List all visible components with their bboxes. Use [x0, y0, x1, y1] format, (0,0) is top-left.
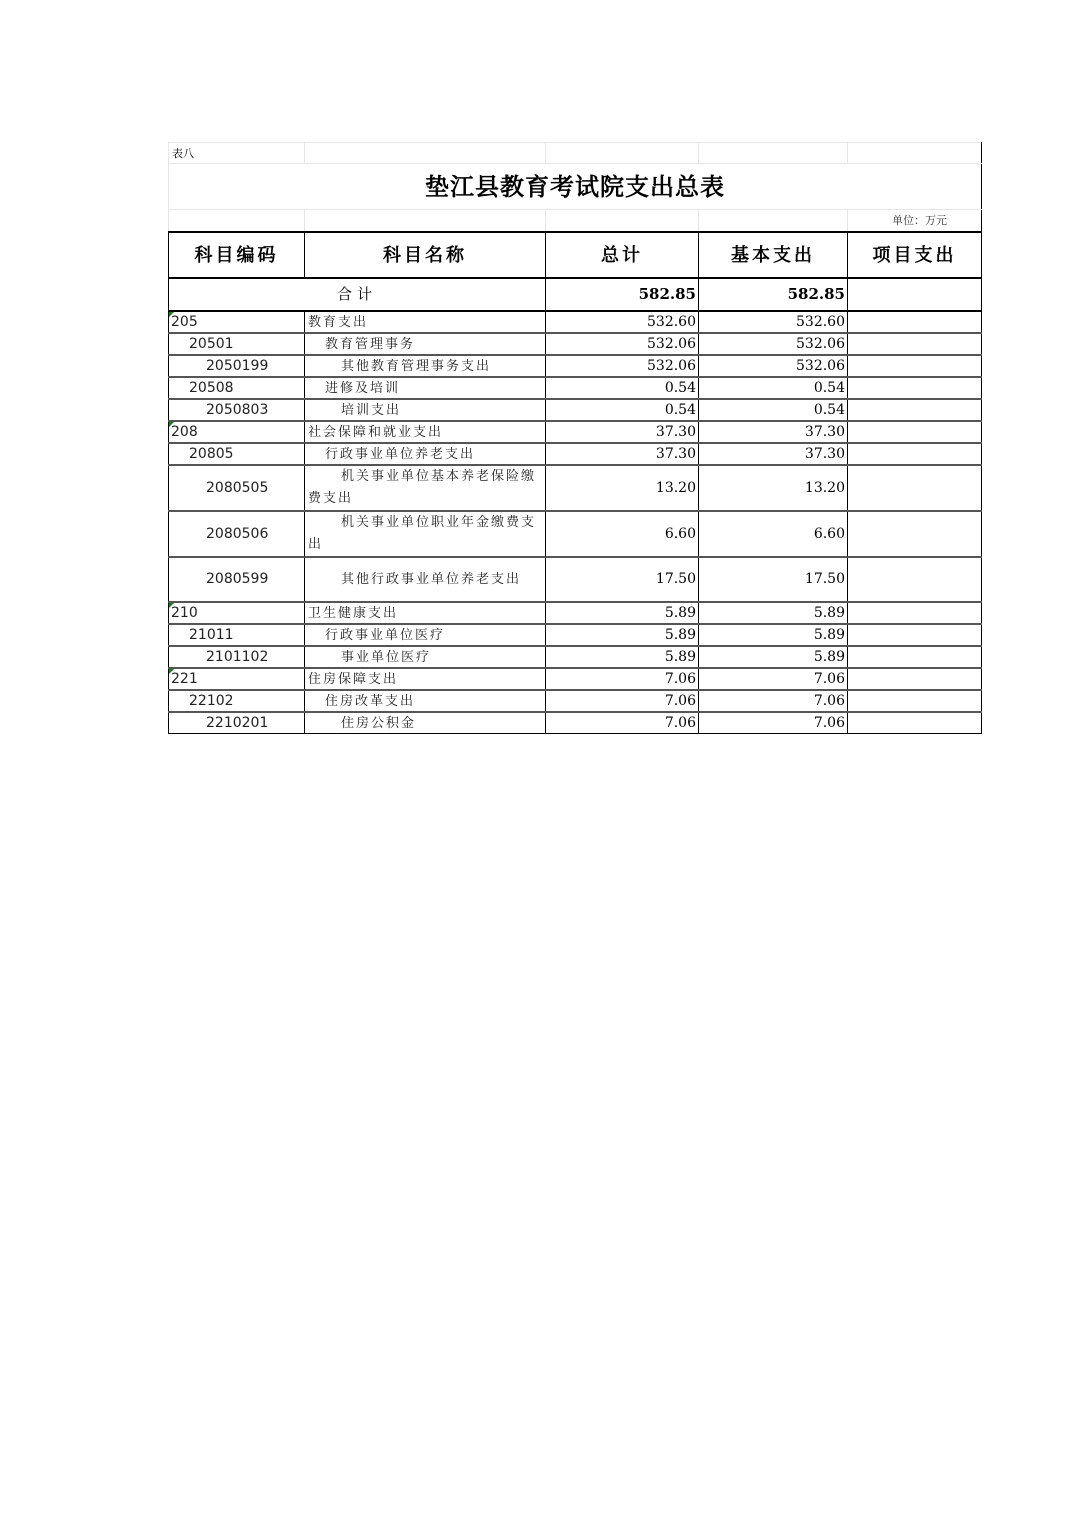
row-code: 208: [169, 421, 305, 443]
row-basic: 0.54: [699, 377, 848, 399]
row-name: 其他教育管理事务支出: [305, 355, 546, 377]
row-basic: 6.60: [699, 511, 848, 557]
row-name: 住房公积金: [305, 712, 546, 734]
row-total: 532.60: [546, 311, 699, 333]
row-total: 7.06: [546, 690, 699, 712]
row-basic: 17.50: [699, 557, 848, 602]
table-row: [169, 399, 982, 421]
row-name: 住房保障支出: [305, 668, 546, 690]
row-basic: 7.06: [699, 668, 848, 690]
row-code: 20805: [169, 443, 305, 465]
row-code: 210: [169, 602, 305, 624]
row-code: 205: [169, 311, 305, 333]
row-code: 20501: [169, 333, 305, 355]
row-name: 社会保障和就业支出: [305, 421, 546, 443]
expenditure-sheet: [168, 142, 981, 734]
row-basic: 532.06: [699, 355, 848, 377]
row-total: 532.06: [546, 333, 699, 355]
row-project: [848, 399, 982, 421]
row-basic: 532.06: [699, 333, 848, 355]
row-project: [848, 465, 982, 511]
row-project: [848, 355, 982, 377]
row-total: 17.50: [546, 557, 699, 602]
row-code: 2210201: [169, 712, 305, 734]
row-basic: 7.06: [699, 712, 848, 734]
row-name: 教育管理事务: [305, 333, 546, 355]
row-project: [848, 511, 982, 557]
total-row: [169, 278, 982, 311]
row-total: 0.54: [546, 377, 699, 399]
table-row: [169, 557, 982, 602]
row-project: [848, 311, 982, 333]
row-basic: 37.30: [699, 443, 848, 465]
row-total: 13.20: [546, 465, 699, 511]
row-name: 行政事业单位医疗: [305, 624, 546, 646]
header-total: 总计: [546, 232, 699, 278]
header-name: 科目名称: [305, 232, 546, 278]
header-row: [169, 232, 982, 278]
row-total: 5.89: [546, 624, 699, 646]
table-row: [169, 465, 982, 511]
table-row: [169, 690, 982, 712]
row-name: 进修及培训: [305, 377, 546, 399]
row-total: 7.06: [546, 712, 699, 734]
total-total: 582.85: [546, 278, 699, 311]
row-basic: 7.06: [699, 690, 848, 712]
unit-row: [169, 210, 982, 233]
row-basic: 5.89: [699, 602, 848, 624]
row-total: 37.30: [546, 443, 699, 465]
sheet-label-row: [169, 143, 982, 164]
table-row: [169, 333, 982, 355]
row-project: [848, 421, 982, 443]
row-project: [848, 557, 982, 602]
row-project: [848, 712, 982, 734]
table-row: [169, 712, 982, 734]
row-name: 事业单位医疗: [305, 646, 546, 668]
table-row: [169, 355, 982, 377]
row-code: 21011: [169, 624, 305, 646]
row-basic: 5.89: [699, 624, 848, 646]
row-name: 机关事业单位基本养老保险缴费支出: [305, 465, 546, 511]
header-project: 项目支出: [848, 232, 982, 278]
row-project: [848, 624, 982, 646]
table-row: [169, 421, 982, 443]
total-project: [848, 278, 982, 311]
row-total: 0.54: [546, 399, 699, 421]
table-row: [169, 311, 982, 333]
page-title: 垫江县教育考试院支出总表: [169, 164, 982, 210]
row-name: 卫生健康支出: [305, 602, 546, 624]
row-code: 2080506: [169, 511, 305, 557]
row-basic: 5.89: [699, 646, 848, 668]
row-basic: 37.30: [699, 421, 848, 443]
row-total: 532.06: [546, 355, 699, 377]
header-basic: 基本支出: [699, 232, 848, 278]
row-code: 2080505: [169, 465, 305, 511]
table-row: [169, 443, 982, 465]
unit-label: 单位：万元: [848, 210, 982, 233]
row-project: [848, 443, 982, 465]
table-row: [169, 377, 982, 399]
row-basic: 532.60: [699, 311, 848, 333]
row-project: [848, 646, 982, 668]
row-name: 培训支出: [305, 399, 546, 421]
total-basic: 582.85: [699, 278, 848, 311]
row-project: [848, 377, 982, 399]
table-row: [169, 646, 982, 668]
row-total: 37.30: [546, 421, 699, 443]
row-name: 其他行政事业单位养老支出: [305, 557, 546, 602]
row-total: 5.89: [546, 646, 699, 668]
table-row: [169, 624, 982, 646]
row-project: [848, 668, 982, 690]
row-code: 2050803: [169, 399, 305, 421]
row-code: 2080599: [169, 557, 305, 602]
row-name: 住房改革支出: [305, 690, 546, 712]
table-label: 表八: [169, 143, 305, 164]
row-code: 22102: [169, 690, 305, 712]
header-code: 科目编码: [169, 232, 305, 278]
row-code: 20508: [169, 377, 305, 399]
total-label: 合计: [169, 278, 546, 311]
row-project: [848, 333, 982, 355]
table-row: [169, 511, 982, 557]
expenditure-table: [168, 142, 982, 734]
row-name: 机关事业单位职业年金缴费支出: [305, 511, 546, 557]
row-code: 2101102: [169, 646, 305, 668]
table-row: [169, 602, 982, 624]
row-project: [848, 690, 982, 712]
row-basic: 0.54: [699, 399, 848, 421]
row-code: 221: [169, 668, 305, 690]
row-name: 教育支出: [305, 311, 546, 333]
row-total: 7.06: [546, 668, 699, 690]
row-total: 5.89: [546, 602, 699, 624]
row-total: 6.60: [546, 511, 699, 557]
row-project: [848, 602, 982, 624]
table-row: [169, 668, 982, 690]
row-basic: 13.20: [699, 465, 848, 511]
title-row: [169, 164, 982, 210]
row-code: 2050199: [169, 355, 305, 377]
row-name: 行政事业单位养老支出: [305, 443, 546, 465]
